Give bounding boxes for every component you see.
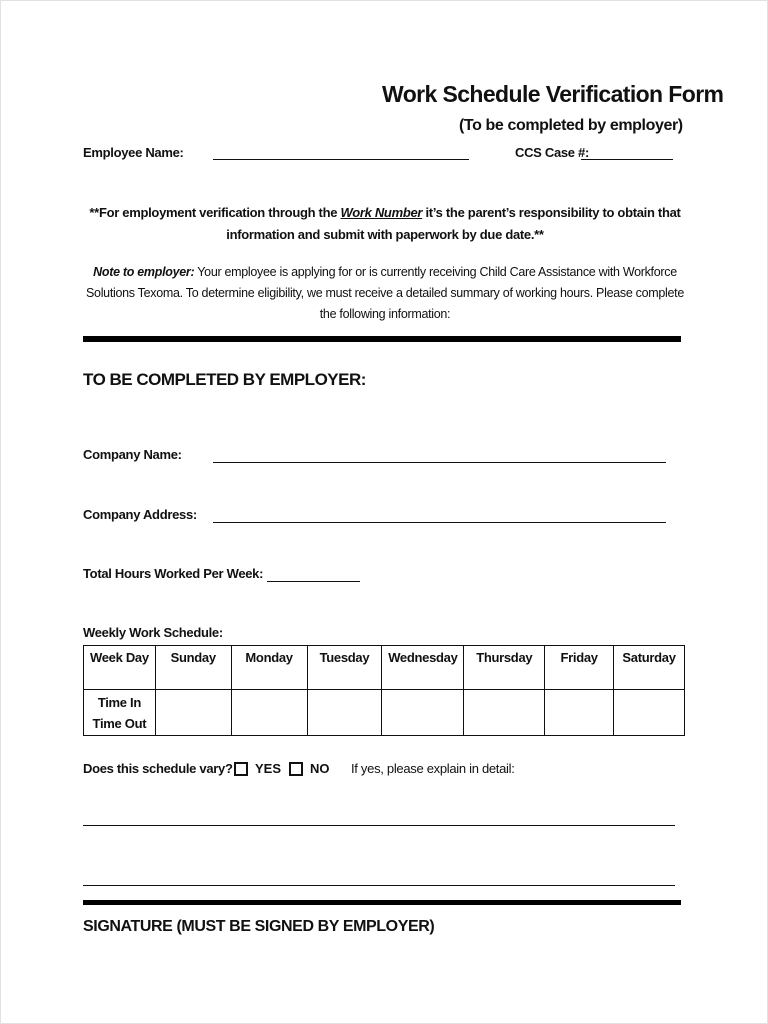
signature-label: SIGNATURE (MUST BE SIGNED BY EMPLOYER)	[83, 918, 435, 935]
explain-line-2[interactable]	[83, 885, 675, 886]
weekly-schedule-table	[83, 645, 685, 736]
section-title: TO BE COMPLETED BY EMPLOYER:	[83, 370, 366, 389]
time-out-label: Time Out	[92, 716, 147, 731]
schedule-header-row	[84, 646, 685, 690]
note-emphasis: Note to employer:	[93, 265, 195, 279]
company-address-field[interactable]	[213, 522, 666, 523]
employer-note	[83, 262, 687, 325]
company-name-label: Company Name:	[83, 447, 182, 462]
notice-suffix: it’s the parent’s responsibility to obtain that information and submit with paperwork by due date.**	[226, 205, 681, 242]
ccs-case-field[interactable]	[581, 159, 673, 160]
header-saturday: Saturday	[614, 646, 685, 690]
work-number-notice	[83, 202, 687, 246]
schedule-caption: Weekly Work Schedule:	[83, 625, 223, 640]
thursday-time-cell[interactable]	[464, 690, 545, 736]
yes-checkbox[interactable]	[234, 762, 248, 776]
saturday-time-cell[interactable]	[614, 690, 685, 736]
note-text: Your employee is applying for or is currently receiving Child Care Assistance with Workforce Solutions Texoma. To determine eligibility, we must receive a detailed summary of working hours. Please complete the following information:	[86, 265, 684, 321]
sunday-time-cell[interactable]	[155, 690, 231, 736]
notice-prefix: **For employment verification through the	[89, 205, 341, 220]
monday-time-cell[interactable]	[231, 690, 307, 736]
header-tuesday: Tuesday	[307, 646, 382, 690]
divider-top	[83, 336, 681, 342]
company-address-label: Company Address:	[83, 507, 197, 522]
explain-line-1[interactable]	[83, 825, 675, 826]
ccs-case-label: CCS Case #:	[515, 145, 590, 160]
explain-prompt: If yes, please explain in detail:	[351, 761, 515, 776]
header-sunday: Sunday	[155, 646, 231, 690]
employee-name-label: Employee Name:	[83, 145, 184, 160]
schedule-vary-question: Does this schedule vary?	[83, 761, 233, 776]
header-thursday: Thursday	[464, 646, 545, 690]
total-hours-field[interactable]	[267, 581, 360, 582]
company-name-field[interactable]	[213, 462, 666, 463]
wednesday-time-cell[interactable]	[382, 690, 464, 736]
time-in-out-label	[84, 690, 156, 736]
header-week-day: Week Day	[84, 646, 156, 690]
form-subtitle: (To be completed by employer)	[459, 117, 683, 134]
tuesday-time-cell[interactable]	[307, 690, 382, 736]
no-checkbox[interactable]	[289, 762, 303, 776]
employee-name-field[interactable]	[213, 159, 469, 160]
header-friday: Friday	[545, 646, 614, 690]
total-hours-label: Total Hours Worked Per Week:	[83, 566, 264, 581]
yes-label: YES	[255, 761, 282, 776]
no-label: NO	[310, 761, 330, 776]
header-monday: Monday	[231, 646, 307, 690]
friday-time-cell[interactable]	[545, 690, 614, 736]
form-title: Work Schedule Verification Form	[382, 81, 724, 107]
time-in-label: Time In	[97, 695, 141, 710]
divider-bottom	[83, 900, 681, 905]
schedule-time-row	[84, 690, 685, 736]
header-wednesday: Wednesday	[382, 646, 464, 690]
work-number-link: Work Number	[340, 205, 423, 220]
